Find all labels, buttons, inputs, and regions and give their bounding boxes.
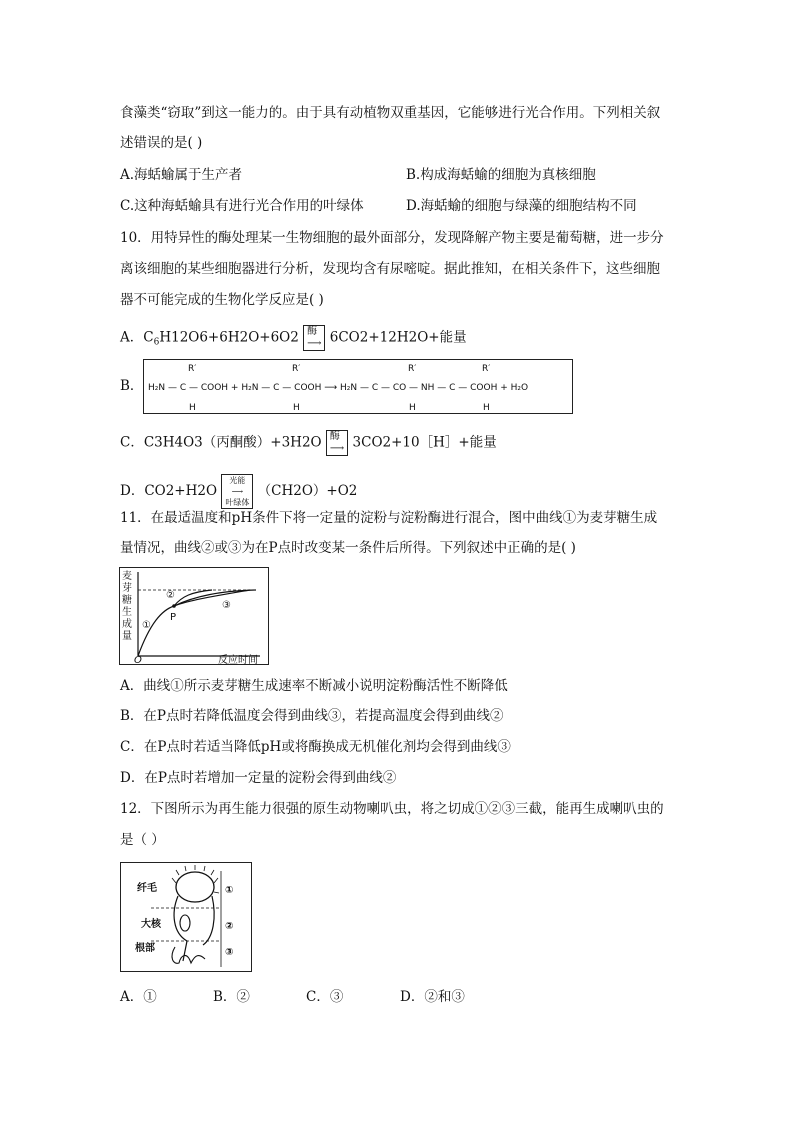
q11-text-line1: 11．在最适温度和pH条件下将一定量的淀粉与淀粉酶进行混合，图中曲线①为麦芽糖生成 — [120, 510, 658, 526]
segment-1-label: ① — [225, 885, 234, 896]
y-label-6: 量 — [122, 631, 132, 642]
q10-option-a-right: 6CO2+12H2O+能量 — [329, 329, 467, 346]
q10-option-c-right: 3CO2+10［H］+能量 — [352, 434, 497, 451]
q10-text-line3: 器不可能完成的生物化学反应是( ) — [120, 292, 324, 308]
stentor-head — [176, 872, 214, 902]
curve-1-label: ① — [142, 620, 151, 631]
stentor-root — [172, 947, 205, 963]
q9-text-line1: 食藻类“窃取”到这一能力的。由于具有动植物双重基因，它能够进行光合作用。下列相关叙 — [120, 105, 661, 121]
q10-text-line1: 10．用特异性的酶处理某一生物细胞的最外面部分，发现降解产物主要是葡萄糖，进一步分 — [120, 230, 664, 246]
q12-option-c: C．③ — [306, 989, 344, 1005]
q9-option-d: D.海蛞蝓的细胞与绿藻的细胞结构不同 — [406, 198, 637, 214]
h-atom-2: H — [293, 403, 300, 413]
curve-3 — [174, 590, 250, 606]
point-p-label: P — [170, 612, 177, 623]
stentor-body — [174, 896, 214, 961]
q9-text-line2: 述错误的是( ) — [120, 135, 203, 151]
q10-option-a-left: H12O6+6H2O+6O2 — [159, 329, 299, 346]
maltose-graph-svg — [120, 568, 268, 664]
q12-text-line2: 是（ ） — [120, 832, 165, 848]
q12-text-line1: 12．下图所示为再生能力很强的原生动物喇叭虫，将之切成①②③三截，能再生成喇叭虫的 — [120, 801, 664, 817]
enzyme-arrow-box: 酶 ⟶ — [303, 325, 325, 351]
q11-option-b: B．在P点时若降低温度会得到曲线③，若提高温度会得到曲线② — [120, 708, 504, 724]
maltose-graph — [119, 567, 269, 665]
origin-label: O — [134, 655, 142, 664]
point-p — [172, 604, 176, 608]
h-atom-3: H — [409, 403, 416, 413]
macronucleus — [180, 915, 190, 931]
q10-option-d — [120, 474, 357, 509]
q12-option-d: D．②和③ — [400, 989, 465, 1005]
stentor-figure — [120, 862, 252, 972]
r-group-2: R′ — [292, 364, 301, 374]
q11-option-d: D．在P点时若增加一定量的淀粉会得到曲线② — [120, 770, 397, 786]
q12-option-b: B．② — [213, 989, 250, 1005]
segment-2-label: ② — [225, 921, 234, 932]
cilia-label: 纤毛 — [137, 883, 157, 894]
q11-text-line2: 量情况，曲线②或③为在P点时改变某一条件后所得。下列叙述中正确的是( ) — [120, 540, 576, 556]
curve-2-label: ② — [166, 590, 175, 601]
q10-option-d-right: （CH2O）+O2 — [257, 483, 358, 499]
q10-option-a: A．$C_6H12O6+6H2O+6O2$ 酶 ⟶ 6CO2+12H2O+能量 — [120, 326, 467, 349]
peptide-reaction-diagram — [144, 360, 572, 413]
q9-option-a: A.海蛞蝓属于生产者 — [120, 167, 243, 183]
enzyme-label: 酶 — [307, 326, 318, 337]
enzyme-label-c: 酶 — [329, 431, 340, 442]
y-label-5: 成 — [122, 619, 132, 630]
peptide-formula: H₂N — C — COOH + H₂N — C — COOH ⟶ H₂N — C — CO — NH — C — COOH + H₂O — [148, 383, 529, 393]
q10-option-d-left: D．CO2+H2O — [120, 483, 218, 499]
h-atom-1: H — [189, 403, 196, 413]
q11-option-a: A．曲线①所示麦芽糖生成速率不断减小说明淀粉酶活性不断降低 — [120, 678, 508, 694]
q12-option-a: A．① — [120, 989, 157, 1005]
q10-option-a-prefix: A．C — [120, 329, 154, 346]
q10-option-b-label: B． — [120, 378, 144, 394]
enzyme-arrow-box-c: 酶 ⟶ — [326, 430, 348, 456]
r-group-1: R′ — [188, 364, 197, 374]
stentor-diagram — [121, 863, 251, 971]
q10-option-c — [120, 430, 497, 456]
light-energy-label: 光能 — [229, 476, 246, 485]
y-label-3: 糖 — [122, 595, 132, 606]
q9-option-b: B.构成海蛞蝓的细胞为真核细胞 — [406, 167, 596, 183]
r-group-3: R′ — [408, 364, 417, 374]
peptide-reaction-box — [143, 359, 573, 414]
x-axis-label: 反应时间 — [218, 655, 258, 664]
curve-3-label: ③ — [222, 600, 231, 611]
chloroplast-label: 叶绿体 — [225, 498, 250, 507]
r-group-4: R′ — [482, 364, 491, 374]
root-label: 根部 — [135, 943, 155, 954]
q9-option-c: C.这种海蛞蝓具有进行光合作用的叶绿体 — [120, 198, 364, 214]
q10-option-c-left: C．C3H4O3（丙酮酸）+3H2O — [120, 434, 322, 451]
segment-3-label: ③ — [225, 947, 234, 958]
h-atom-4: H — [483, 403, 490, 413]
q11-option-c: C．在P点时若适当降低pH或将酶换成无机催化剂均会得到曲线③ — [120, 739, 511, 755]
photosynthesis-arrow-box: 光能 ⟶ 叶绿体 — [221, 474, 253, 509]
nucleus-label: 大核 — [141, 919, 161, 930]
y-label-2: 芽 — [122, 583, 132, 594]
y-label-1: 麦 — [122, 571, 132, 582]
q10-text-line2: 离该细胞的某些细胞器进行分析，发现均含有尿嘧啶。据此推知，在相关条件下，这些细胞 — [120, 261, 660, 277]
y-label-4: 生 — [122, 607, 132, 618]
